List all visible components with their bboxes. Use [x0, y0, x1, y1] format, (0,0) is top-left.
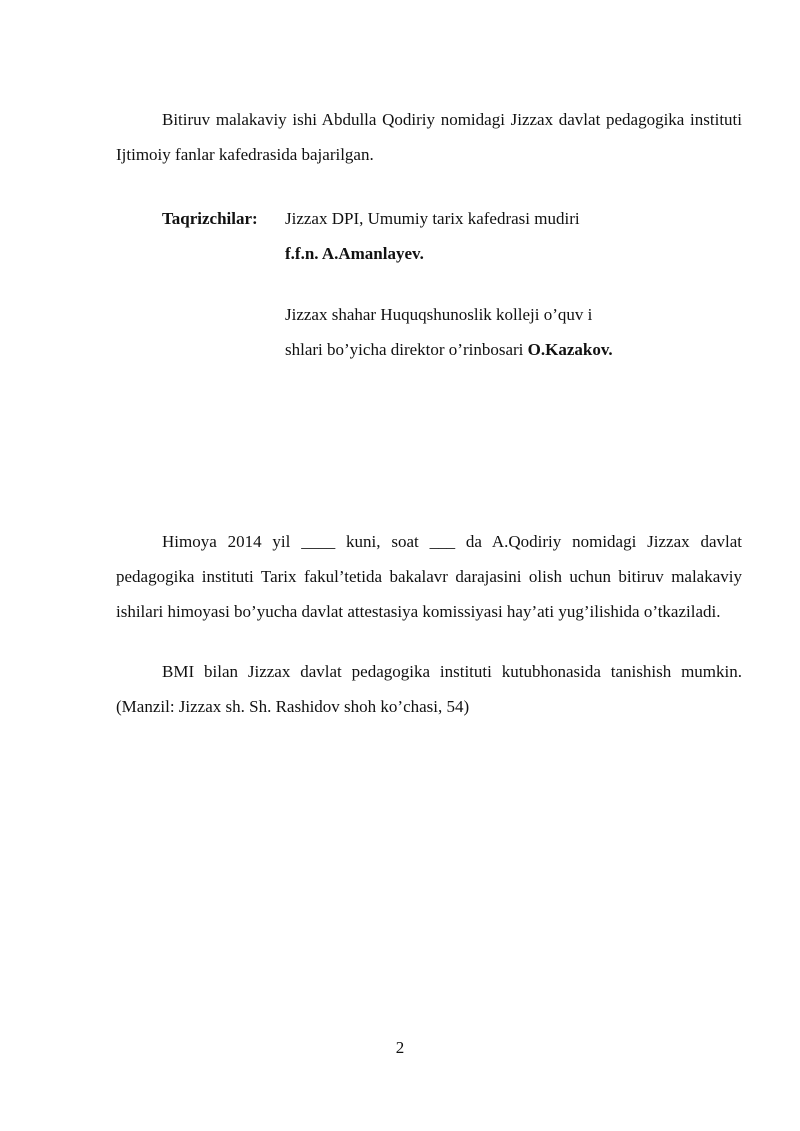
- reviewer-2-position-line1: Jizzax shahar Huquqshunoslik kolleji o’quv i: [285, 305, 593, 324]
- intro-paragraph: Bitiruv malakaviy ishi Abdulla Qodiriy nomidagi Jizzax davlat pedagogika instituti Ijtimoiy fanlar kafedrasida bajarilgan.: [116, 110, 742, 164]
- defense-paragraph: Himoya 2014 yil ____ kuni, soat ___ da A.Qodiriy nomidagi Jizzax davlat pedagogika instituti Tarix fakul’tetida bakalavr darajasini olish uchun bitiruv malakaviy ishilari himoyasi bo’yucha davlat attestasiya komissiyasi hay’ati yug’ilishida o’tkaziladi.: [116, 532, 742, 621]
- reviewer-1-name: f.f.n. A.Amanlayev.: [285, 244, 424, 263]
- reviewer-1-position: Jizzax DPI, Umumiy tarix kafedrasi mudiri: [285, 209, 580, 228]
- reviewer-2-name: O.Kazakov.: [527, 340, 613, 359]
- reviewer-2-position-line2: shlari bo’yicha direktor o’rinbosari O.Kazakov.: [285, 340, 613, 359]
- reviewer-1: [285, 201, 745, 271]
- reviewer-2: [285, 297, 745, 367]
- reviewers-label: Taqrizchilar:: [162, 209, 258, 228]
- library-paragraph: BMI bilan Jizzax davlat pedagogika instituti kutubhonasida tanishish mumkin. (Manzil: Jizzax sh. Sh. Rashidov shoh ko’chasi, 54): [116, 662, 742, 716]
- page-number: 2: [395, 1038, 405, 1057]
